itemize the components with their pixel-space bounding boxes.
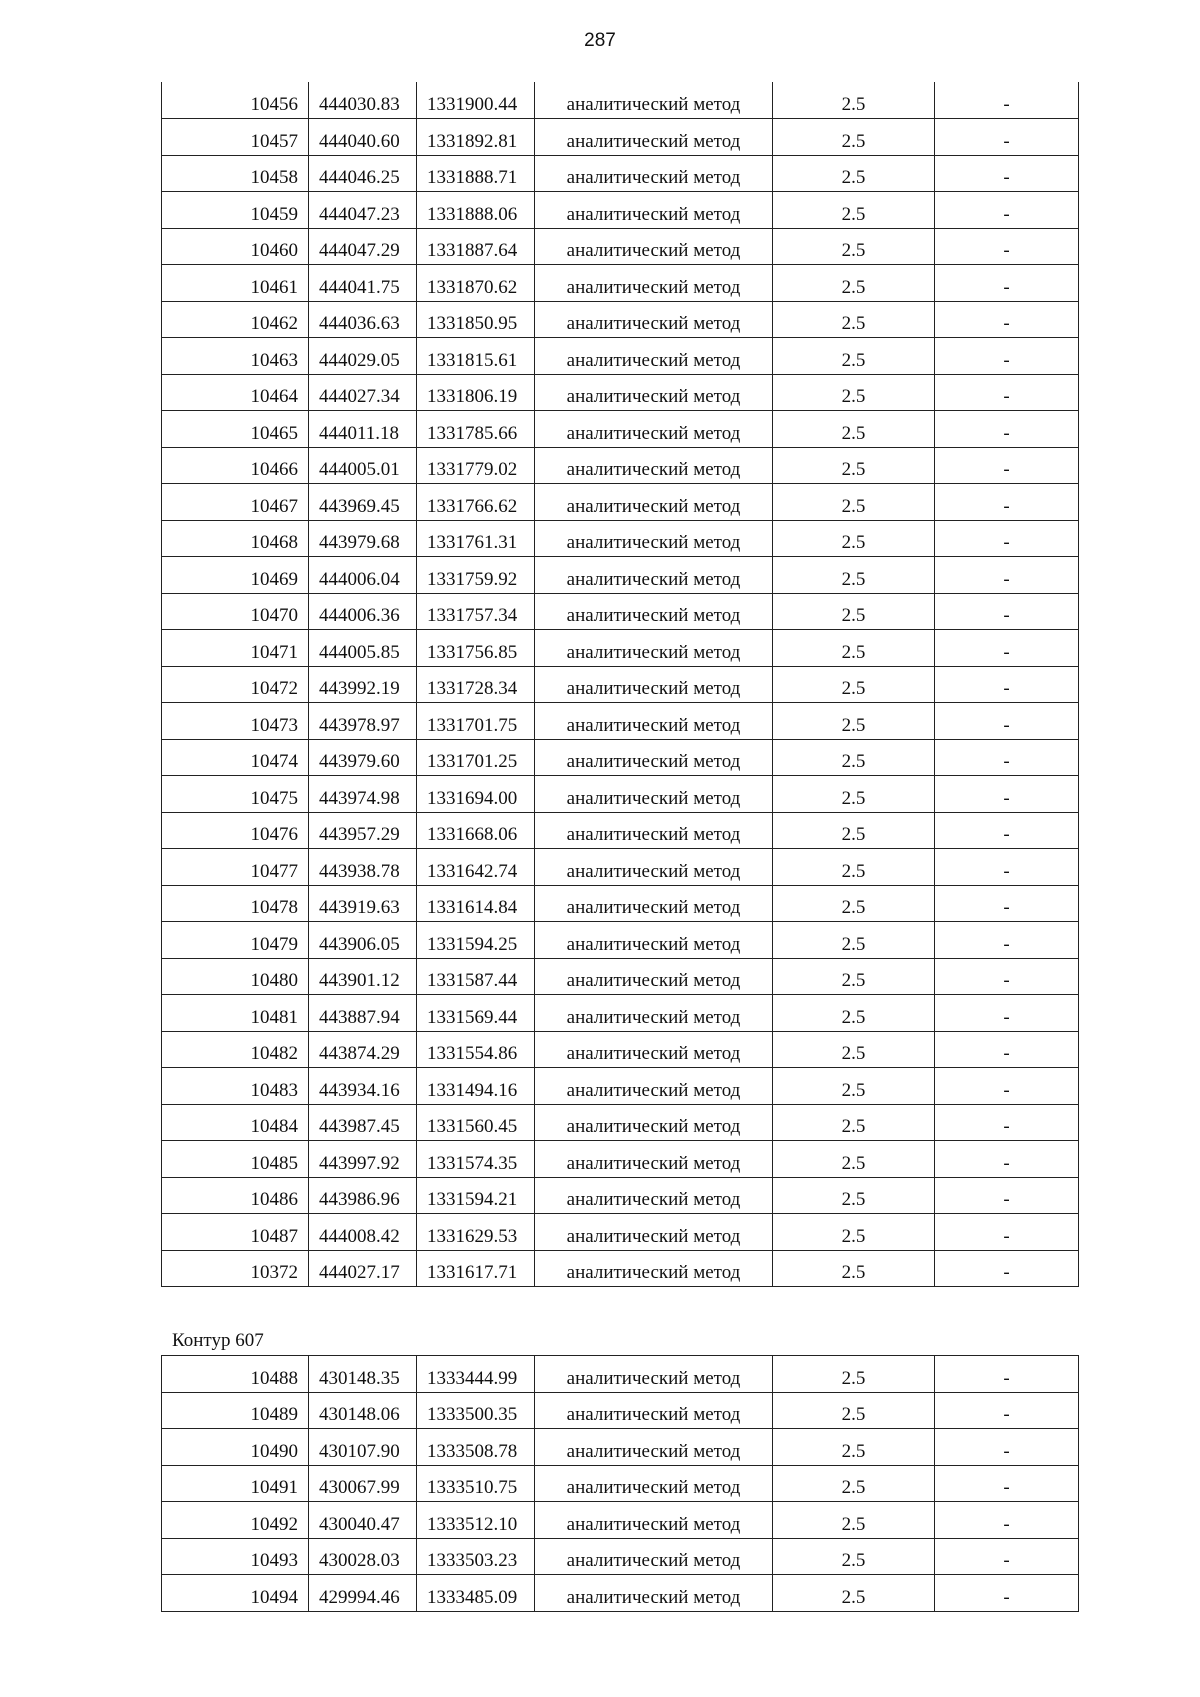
description-cell: - (935, 593, 1079, 630)
table-row (162, 228, 1079, 265)
x-coordinate-cell: 444030.83 (309, 82, 417, 119)
method-cell: аналитический метод (535, 1250, 773, 1287)
accuracy-cell: 2.5 (773, 1465, 935, 1502)
table-row (162, 1177, 1079, 1214)
accuracy-cell: 2.5 (773, 447, 935, 484)
description-cell: - (935, 447, 1079, 484)
accuracy-cell: 2.5 (773, 1141, 935, 1178)
y-coordinate-cell: 1333500.35 (417, 1392, 535, 1429)
accuracy-cell: 2.5 (773, 520, 935, 557)
accuracy-cell: 2.5 (773, 1104, 935, 1141)
point-number-cell: 10462 (162, 301, 309, 338)
description-cell: - (935, 995, 1079, 1032)
description-cell: - (935, 703, 1079, 740)
method-cell: аналитический метод (535, 557, 773, 594)
description-cell: - (935, 82, 1079, 119)
table-row (162, 776, 1079, 813)
point-number-cell: 10477 (162, 849, 309, 886)
table-row (162, 411, 1079, 448)
point-number-cell: 10492 (162, 1502, 309, 1539)
description-cell: - (935, 1502, 1079, 1539)
description-cell: - (935, 1031, 1079, 1068)
x-coordinate-cell: 444027.34 (309, 374, 417, 411)
y-coordinate-cell: 1331701.75 (417, 703, 535, 740)
point-number-cell: 10475 (162, 776, 309, 813)
y-coordinate-cell: 1331668.06 (417, 812, 535, 849)
point-number-cell: 10479 (162, 922, 309, 959)
y-coordinate-cell: 1331887.64 (417, 228, 535, 265)
y-coordinate-cell: 1331569.44 (417, 995, 535, 1032)
table-row (162, 1429, 1079, 1466)
accuracy-cell: 2.5 (773, 338, 935, 375)
y-coordinate-cell: 1331560.45 (417, 1104, 535, 1141)
y-coordinate-cell: 1331701.25 (417, 739, 535, 776)
table-row (162, 1392, 1079, 1429)
method-cell: аналитический метод (535, 1465, 773, 1502)
accuracy-cell: 2.5 (773, 922, 935, 959)
table-row (162, 1141, 1079, 1178)
y-coordinate-cell: 1331759.92 (417, 557, 535, 594)
point-number-cell: 10458 (162, 155, 309, 192)
method-cell: аналитический метод (535, 82, 773, 119)
table-row (162, 1538, 1079, 1575)
accuracy-cell: 2.5 (773, 192, 935, 229)
point-number-cell: 10468 (162, 520, 309, 557)
x-coordinate-cell: 444046.25 (309, 155, 417, 192)
accuracy-cell: 2.5 (773, 228, 935, 265)
y-coordinate-cell: 1331629.53 (417, 1214, 535, 1251)
method-cell: аналитический метод (535, 484, 773, 521)
table-row (162, 812, 1079, 849)
point-number-cell: 10372 (162, 1250, 309, 1287)
y-coordinate-cell: 1333512.10 (417, 1502, 535, 1539)
table-row (162, 374, 1079, 411)
point-number-cell: 10482 (162, 1031, 309, 1068)
point-number-cell: 10467 (162, 484, 309, 521)
description-cell: - (935, 1575, 1079, 1612)
x-coordinate-cell: 444041.75 (309, 265, 417, 302)
description-cell: - (935, 666, 1079, 703)
table-row (162, 1250, 1079, 1287)
table-row (162, 265, 1079, 302)
y-coordinate-cell: 1333508.78 (417, 1429, 535, 1466)
y-coordinate-cell: 1331850.95 (417, 301, 535, 338)
x-coordinate-cell: 443957.29 (309, 812, 417, 849)
point-number-cell: 10456 (162, 82, 309, 119)
y-coordinate-cell: 1331494.16 (417, 1068, 535, 1105)
accuracy-cell: 2.5 (773, 849, 935, 886)
table-row (162, 849, 1079, 886)
point-number-cell: 10481 (162, 995, 309, 1032)
x-coordinate-cell: 444047.29 (309, 228, 417, 265)
x-coordinate-cell: 444006.36 (309, 593, 417, 630)
point-number-cell: 10474 (162, 739, 309, 776)
accuracy-cell: 2.5 (773, 119, 935, 156)
accuracy-cell: 2.5 (773, 1068, 935, 1105)
table-row (162, 630, 1079, 667)
point-number-cell: 10478 (162, 885, 309, 922)
method-cell: аналитический метод (535, 155, 773, 192)
method-cell: аналитический метод (535, 1538, 773, 1575)
table-row (162, 192, 1079, 229)
description-cell: - (935, 1141, 1079, 1178)
description-cell: - (935, 228, 1079, 265)
y-coordinate-cell: 1331587.44 (417, 958, 535, 995)
accuracy-cell: 2.5 (773, 666, 935, 703)
x-coordinate-cell: 444006.04 (309, 557, 417, 594)
contour-607-table-body (162, 1356, 1079, 1612)
method-cell: аналитический метод (535, 995, 773, 1032)
accuracy-cell: 2.5 (773, 557, 935, 594)
description-cell: - (935, 192, 1079, 229)
method-cell: аналитический метод (535, 1214, 773, 1251)
accuracy-cell: 2.5 (773, 265, 935, 302)
x-coordinate-cell: 430040.47 (309, 1502, 417, 1539)
description-cell: - (935, 849, 1079, 886)
description-cell: - (935, 411, 1079, 448)
description-cell: - (935, 739, 1079, 776)
description-cell: - (935, 520, 1079, 557)
y-coordinate-cell: 1333485.09 (417, 1575, 535, 1612)
description-cell: - (935, 812, 1079, 849)
y-coordinate-cell: 1331594.25 (417, 922, 535, 959)
y-coordinate-cell: 1333444.99 (417, 1356, 535, 1393)
x-coordinate-cell: 443934.16 (309, 1068, 417, 1105)
coordinates-table-body (162, 82, 1079, 1287)
table-row (162, 666, 1079, 703)
method-cell: аналитический метод (535, 849, 773, 886)
accuracy-cell: 2.5 (773, 776, 935, 813)
coordinates-table-continued (161, 82, 1079, 1287)
description-cell: - (935, 1538, 1079, 1575)
table-row (162, 82, 1079, 119)
table-row (162, 739, 1079, 776)
accuracy-cell: 2.5 (773, 1356, 935, 1393)
method-cell: аналитический метод (535, 228, 773, 265)
y-coordinate-cell: 1331779.02 (417, 447, 535, 484)
accuracy-cell: 2.5 (773, 739, 935, 776)
point-number-cell: 10480 (162, 958, 309, 995)
method-cell: аналитический метод (535, 1104, 773, 1141)
description-cell: - (935, 338, 1079, 375)
x-coordinate-cell: 430148.06 (309, 1392, 417, 1429)
accuracy-cell: 2.5 (773, 301, 935, 338)
method-cell: аналитический метод (535, 374, 773, 411)
point-number-cell: 10490 (162, 1429, 309, 1466)
table-row (162, 1031, 1079, 1068)
accuracy-cell: 2.5 (773, 593, 935, 630)
table-row (162, 593, 1079, 630)
x-coordinate-cell: 444029.05 (309, 338, 417, 375)
table-row (162, 520, 1079, 557)
table-row (162, 1104, 1079, 1141)
x-coordinate-cell: 444011.18 (309, 411, 417, 448)
accuracy-cell: 2.5 (773, 484, 935, 521)
y-coordinate-cell: 1331766.62 (417, 484, 535, 521)
x-coordinate-cell: 429994.46 (309, 1575, 417, 1612)
x-coordinate-cell: 443986.96 (309, 1177, 417, 1214)
description-cell: - (935, 557, 1079, 594)
accuracy-cell: 2.5 (773, 1392, 935, 1429)
table-row (162, 484, 1079, 521)
x-coordinate-cell: 443979.68 (309, 520, 417, 557)
x-coordinate-cell: 444005.85 (309, 630, 417, 667)
method-cell: аналитический метод (535, 703, 773, 740)
x-coordinate-cell: 443974.98 (309, 776, 417, 813)
description-cell: - (935, 1356, 1079, 1393)
description-cell: - (935, 265, 1079, 302)
point-number-cell: 10459 (162, 192, 309, 229)
table-row (162, 447, 1079, 484)
y-coordinate-cell: 1331757.34 (417, 593, 535, 630)
y-coordinate-cell: 1331554.86 (417, 1031, 535, 1068)
method-cell: аналитический метод (535, 885, 773, 922)
accuracy-cell: 2.5 (773, 812, 935, 849)
method-cell: аналитический метод (535, 1575, 773, 1612)
table-row (162, 557, 1079, 594)
table-row (162, 1068, 1079, 1105)
x-coordinate-cell: 430028.03 (309, 1538, 417, 1575)
method-cell: аналитический метод (535, 630, 773, 667)
description-cell: - (935, 885, 1079, 922)
accuracy-cell: 2.5 (773, 82, 935, 119)
method-cell: аналитический метод (535, 1031, 773, 1068)
accuracy-cell: 2.5 (773, 1250, 935, 1287)
contour-label: Контур 607 (172, 1330, 264, 1351)
accuracy-cell: 2.5 (773, 1502, 935, 1539)
y-coordinate-cell: 1331806.19 (417, 374, 535, 411)
table-row (162, 922, 1079, 959)
x-coordinate-cell: 443887.94 (309, 995, 417, 1032)
description-cell: - (935, 484, 1079, 521)
x-coordinate-cell: 430148.35 (309, 1356, 417, 1393)
accuracy-cell: 2.5 (773, 1538, 935, 1575)
x-coordinate-cell: 443901.12 (309, 958, 417, 995)
x-coordinate-cell: 430107.90 (309, 1429, 417, 1466)
description-cell: - (935, 922, 1079, 959)
description-cell: - (935, 119, 1079, 156)
y-coordinate-cell: 1331574.35 (417, 1141, 535, 1178)
y-coordinate-cell: 1331756.85 (417, 630, 535, 667)
point-number-cell: 10464 (162, 374, 309, 411)
accuracy-cell: 2.5 (773, 1177, 935, 1214)
method-cell: аналитический метод (535, 776, 773, 813)
x-coordinate-cell: 443992.19 (309, 666, 417, 703)
y-coordinate-cell: 1333503.23 (417, 1538, 535, 1575)
point-number-cell: 10486 (162, 1177, 309, 1214)
method-cell: аналитический метод (535, 593, 773, 630)
table-row (162, 1502, 1079, 1539)
x-coordinate-cell: 443987.45 (309, 1104, 417, 1141)
y-coordinate-cell: 1331900.44 (417, 82, 535, 119)
contour-607-coordinates-table (161, 1355, 1079, 1612)
method-cell: аналитический метод (535, 520, 773, 557)
point-number-cell: 10471 (162, 630, 309, 667)
accuracy-cell: 2.5 (773, 1214, 935, 1251)
description-cell: - (935, 1429, 1079, 1466)
x-coordinate-cell: 444036.63 (309, 301, 417, 338)
point-number-cell: 10484 (162, 1104, 309, 1141)
y-coordinate-cell: 1331815.61 (417, 338, 535, 375)
method-cell: аналитический метод (535, 265, 773, 302)
accuracy-cell: 2.5 (773, 958, 935, 995)
method-cell: аналитический метод (535, 411, 773, 448)
table-row (162, 119, 1079, 156)
description-cell: - (935, 1104, 1079, 1141)
point-number-cell: 10465 (162, 411, 309, 448)
point-number-cell: 10460 (162, 228, 309, 265)
method-cell: аналитический метод (535, 958, 773, 995)
point-number-cell: 10457 (162, 119, 309, 156)
description-cell: - (935, 155, 1079, 192)
x-coordinate-cell: 444005.01 (309, 447, 417, 484)
table-row (162, 703, 1079, 740)
x-coordinate-cell: 443997.92 (309, 1141, 417, 1178)
point-number-cell: 10494 (162, 1575, 309, 1612)
table-row (162, 1575, 1079, 1612)
x-coordinate-cell: 443906.05 (309, 922, 417, 959)
method-cell: аналитический метод (535, 1502, 773, 1539)
method-cell: аналитический метод (535, 192, 773, 229)
method-cell: аналитический метод (535, 338, 773, 375)
point-number-cell: 10466 (162, 447, 309, 484)
point-number-cell: 10487 (162, 1214, 309, 1251)
point-number-cell: 10461 (162, 265, 309, 302)
method-cell: аналитический метод (535, 1429, 773, 1466)
y-coordinate-cell: 1331892.81 (417, 119, 535, 156)
method-cell: аналитический метод (535, 301, 773, 338)
point-number-cell: 10470 (162, 593, 309, 630)
method-cell: аналитический метод (535, 739, 773, 776)
point-number-cell: 10469 (162, 557, 309, 594)
method-cell: аналитический метод (535, 1141, 773, 1178)
description-cell: - (935, 1068, 1079, 1105)
point-number-cell: 10472 (162, 666, 309, 703)
x-coordinate-cell: 443969.45 (309, 484, 417, 521)
method-cell: аналитический метод (535, 666, 773, 703)
accuracy-cell: 2.5 (773, 885, 935, 922)
description-cell: - (935, 374, 1079, 411)
y-coordinate-cell: 1331785.66 (417, 411, 535, 448)
table-row (162, 995, 1079, 1032)
table-row (162, 301, 1079, 338)
point-number-cell: 10491 (162, 1465, 309, 1502)
y-coordinate-cell: 1331617.71 (417, 1250, 535, 1287)
method-cell: аналитический метод (535, 922, 773, 959)
method-cell: аналитический метод (535, 1356, 773, 1393)
table-row (162, 1356, 1079, 1393)
y-coordinate-cell: 1331728.34 (417, 666, 535, 703)
method-cell: аналитический метод (535, 119, 773, 156)
point-number-cell: 10473 (162, 703, 309, 740)
point-number-cell: 10463 (162, 338, 309, 375)
accuracy-cell: 2.5 (773, 630, 935, 667)
table-row (162, 1214, 1079, 1251)
y-coordinate-cell: 1331614.84 (417, 885, 535, 922)
method-cell: аналитический метод (535, 1392, 773, 1429)
table-row (162, 1465, 1079, 1502)
description-cell: - (935, 1177, 1079, 1214)
x-coordinate-cell: 443979.60 (309, 739, 417, 776)
x-coordinate-cell: 444027.17 (309, 1250, 417, 1287)
y-coordinate-cell: 1333510.75 (417, 1465, 535, 1502)
y-coordinate-cell: 1331870.62 (417, 265, 535, 302)
x-coordinate-cell: 430067.99 (309, 1465, 417, 1502)
method-cell: аналитический метод (535, 812, 773, 849)
accuracy-cell: 2.5 (773, 374, 935, 411)
y-coordinate-cell: 1331888.06 (417, 192, 535, 229)
description-cell: - (935, 1250, 1079, 1287)
description-cell: - (935, 1392, 1079, 1429)
point-number-cell: 10489 (162, 1392, 309, 1429)
x-coordinate-cell: 443938.78 (309, 849, 417, 886)
description-cell: - (935, 630, 1079, 667)
table-row (162, 338, 1079, 375)
method-cell: аналитический метод (535, 447, 773, 484)
y-coordinate-cell: 1331761.31 (417, 520, 535, 557)
table-row (162, 155, 1079, 192)
point-number-cell: 10483 (162, 1068, 309, 1105)
accuracy-cell: 2.5 (773, 411, 935, 448)
point-number-cell: 10476 (162, 812, 309, 849)
y-coordinate-cell: 1331594.21 (417, 1177, 535, 1214)
description-cell: - (935, 1214, 1079, 1251)
x-coordinate-cell: 444008.42 (309, 1214, 417, 1251)
description-cell: - (935, 1465, 1079, 1502)
description-cell: - (935, 301, 1079, 338)
description-cell: - (935, 776, 1079, 813)
table-row (162, 885, 1079, 922)
y-coordinate-cell: 1331642.74 (417, 849, 535, 886)
x-coordinate-cell: 444040.60 (309, 119, 417, 156)
method-cell: аналитический метод (535, 1068, 773, 1105)
table-row (162, 958, 1079, 995)
accuracy-cell: 2.5 (773, 703, 935, 740)
description-cell: - (935, 958, 1079, 995)
point-number-cell: 10488 (162, 1356, 309, 1393)
x-coordinate-cell: 443978.97 (309, 703, 417, 740)
x-coordinate-cell: 443874.29 (309, 1031, 417, 1068)
y-coordinate-cell: 1331888.71 (417, 155, 535, 192)
x-coordinate-cell: 444047.23 (309, 192, 417, 229)
accuracy-cell: 2.5 (773, 995, 935, 1032)
accuracy-cell: 2.5 (773, 1031, 935, 1068)
accuracy-cell: 2.5 (773, 155, 935, 192)
x-coordinate-cell: 443919.63 (309, 885, 417, 922)
point-number-cell: 10493 (162, 1538, 309, 1575)
method-cell: аналитический метод (535, 1177, 773, 1214)
point-number-cell: 10485 (162, 1141, 309, 1178)
y-coordinate-cell: 1331694.00 (417, 776, 535, 813)
page-number: 287 (584, 30, 616, 51)
accuracy-cell: 2.5 (773, 1429, 935, 1466)
accuracy-cell: 2.5 (773, 1575, 935, 1612)
